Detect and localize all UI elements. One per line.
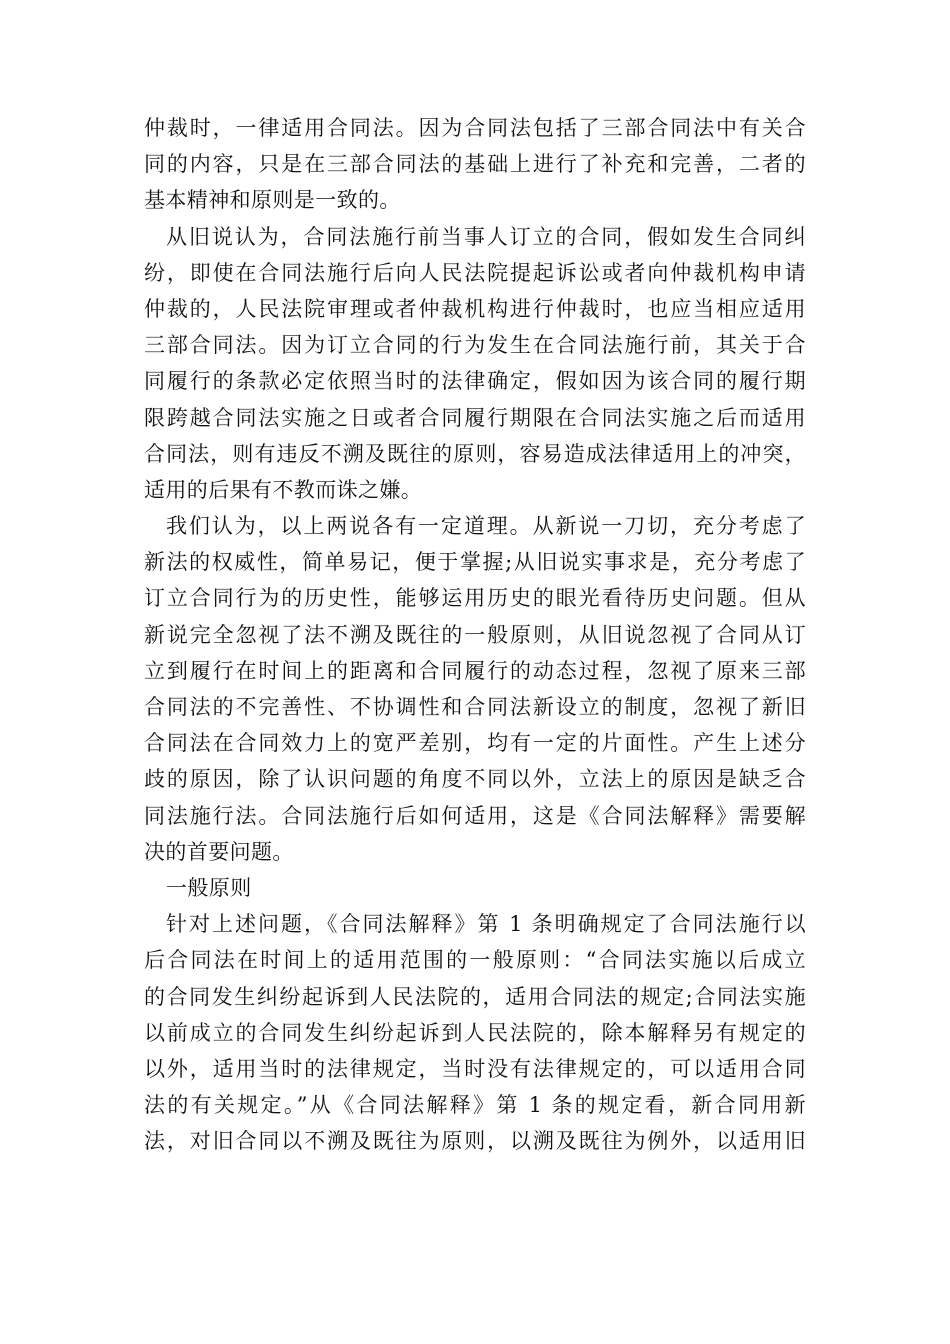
text-line: 合同法的不完善性、不协调性和合同法新设立的制度，忽视了新旧 [144,695,806,719]
text-line: 针对上述问题，《合同法解释》第 1 条明确规定了合同法施行以 [166,912,806,937]
text-line: 同的内容，只是在三部合同法的基础上进行了补充和完善，二者的 [144,152,806,177]
text-line: 决的首要问题。 [144,839,294,864]
paragraph-3 [144,508,806,870]
text-line: 合同法在合同效力上的宽严差别，均有一定的片面性。产生上述分 [144,731,806,756]
text-line: 限跨越合同法实施之日或者合同履行期限在合同法实施之后而适用 [144,405,806,430]
text-line: 新法的权威性，简单易记，便于掌握;从旧说实事求是，充分考虑了 [144,550,806,575]
heading-text: 一般原则 [166,875,252,900]
text-line: 三部合同法。因为订立合同的行为发生在合同法施行前，其关于合 [144,333,806,358]
text-line: 新说完全忽视了法不溯及既往的一般原则，从旧说忽视了合同从订 [144,622,806,647]
text-line: 的合同发生纠纷起诉到人民法院的，适用合同法的规定;合同法实施 [144,984,806,1009]
document-page [144,110,806,1159]
text-line: 立到履行在时间上的距离和合同履行的动态过程，忽视了原来三部 [144,658,806,683]
text-line: 仲裁时，一律适用合同法。因为合同法包括了三部合同法中有关合 [144,116,806,140]
text-line: 同履行的条款必定依照当时的法律确定，假如因为该合同的履行期 [144,369,806,394]
text-line: 同法施行法。合同法施行后如何适用，这是《合同法解释》需要解 [144,803,806,828]
text-line: 纷，即使在合同法施行后向人民法院提起诉讼或者向仲裁机构申请 [144,260,806,285]
text-line: 从旧说认为，合同法施行前当事人订立的合同，假如发生合同纠 [166,224,806,249]
text-line: 我们认为，以上两说各有一定道理。从新说一刀切，充分考虑了 [166,514,806,539]
text-line: 法，对旧合同以不溯及既往为原则，以溯及既往为例外，以适用旧 [144,1129,806,1154]
paragraph-1 [144,110,806,219]
paragraph-4 [144,906,806,1159]
text-line: 仲裁的，人民法院审理或者仲裁机构进行仲裁时，也应当相应适用 [144,296,806,321]
text-line: 后合同法在时间上的适用范围的一般原则：“合同法实施以后成立 [144,948,806,973]
text-line: 法的有关规定。”从《合同法解释》第 1 条的规定看，新合同用新 [144,1093,806,1118]
section-heading [144,870,806,906]
text-line: 歧的原因，除了认识问题的角度不同以外，立法上的原因是缺乏合 [144,767,806,792]
text-line: 合同法，则有违反不溯及既往的原则，容易造成法律适用上的冲突， [144,441,806,466]
text-line: 以外，适用当时的法律规定，当时没有法律规定的，可以适用合同 [144,1056,806,1081]
text-line: 适用的后果有不教而诛之嫌。 [144,477,423,502]
paragraph-2 [144,219,806,509]
text-line: 基本精神和原则是一致的。 [144,188,401,213]
text-line: 以前成立的合同发生纠纷起诉到人民法院的，除本解释另有规定的 [144,1020,806,1045]
text-line: 订立合同行为的历史性，能够运用历史的眼光看待历史问题。但从 [144,586,806,611]
